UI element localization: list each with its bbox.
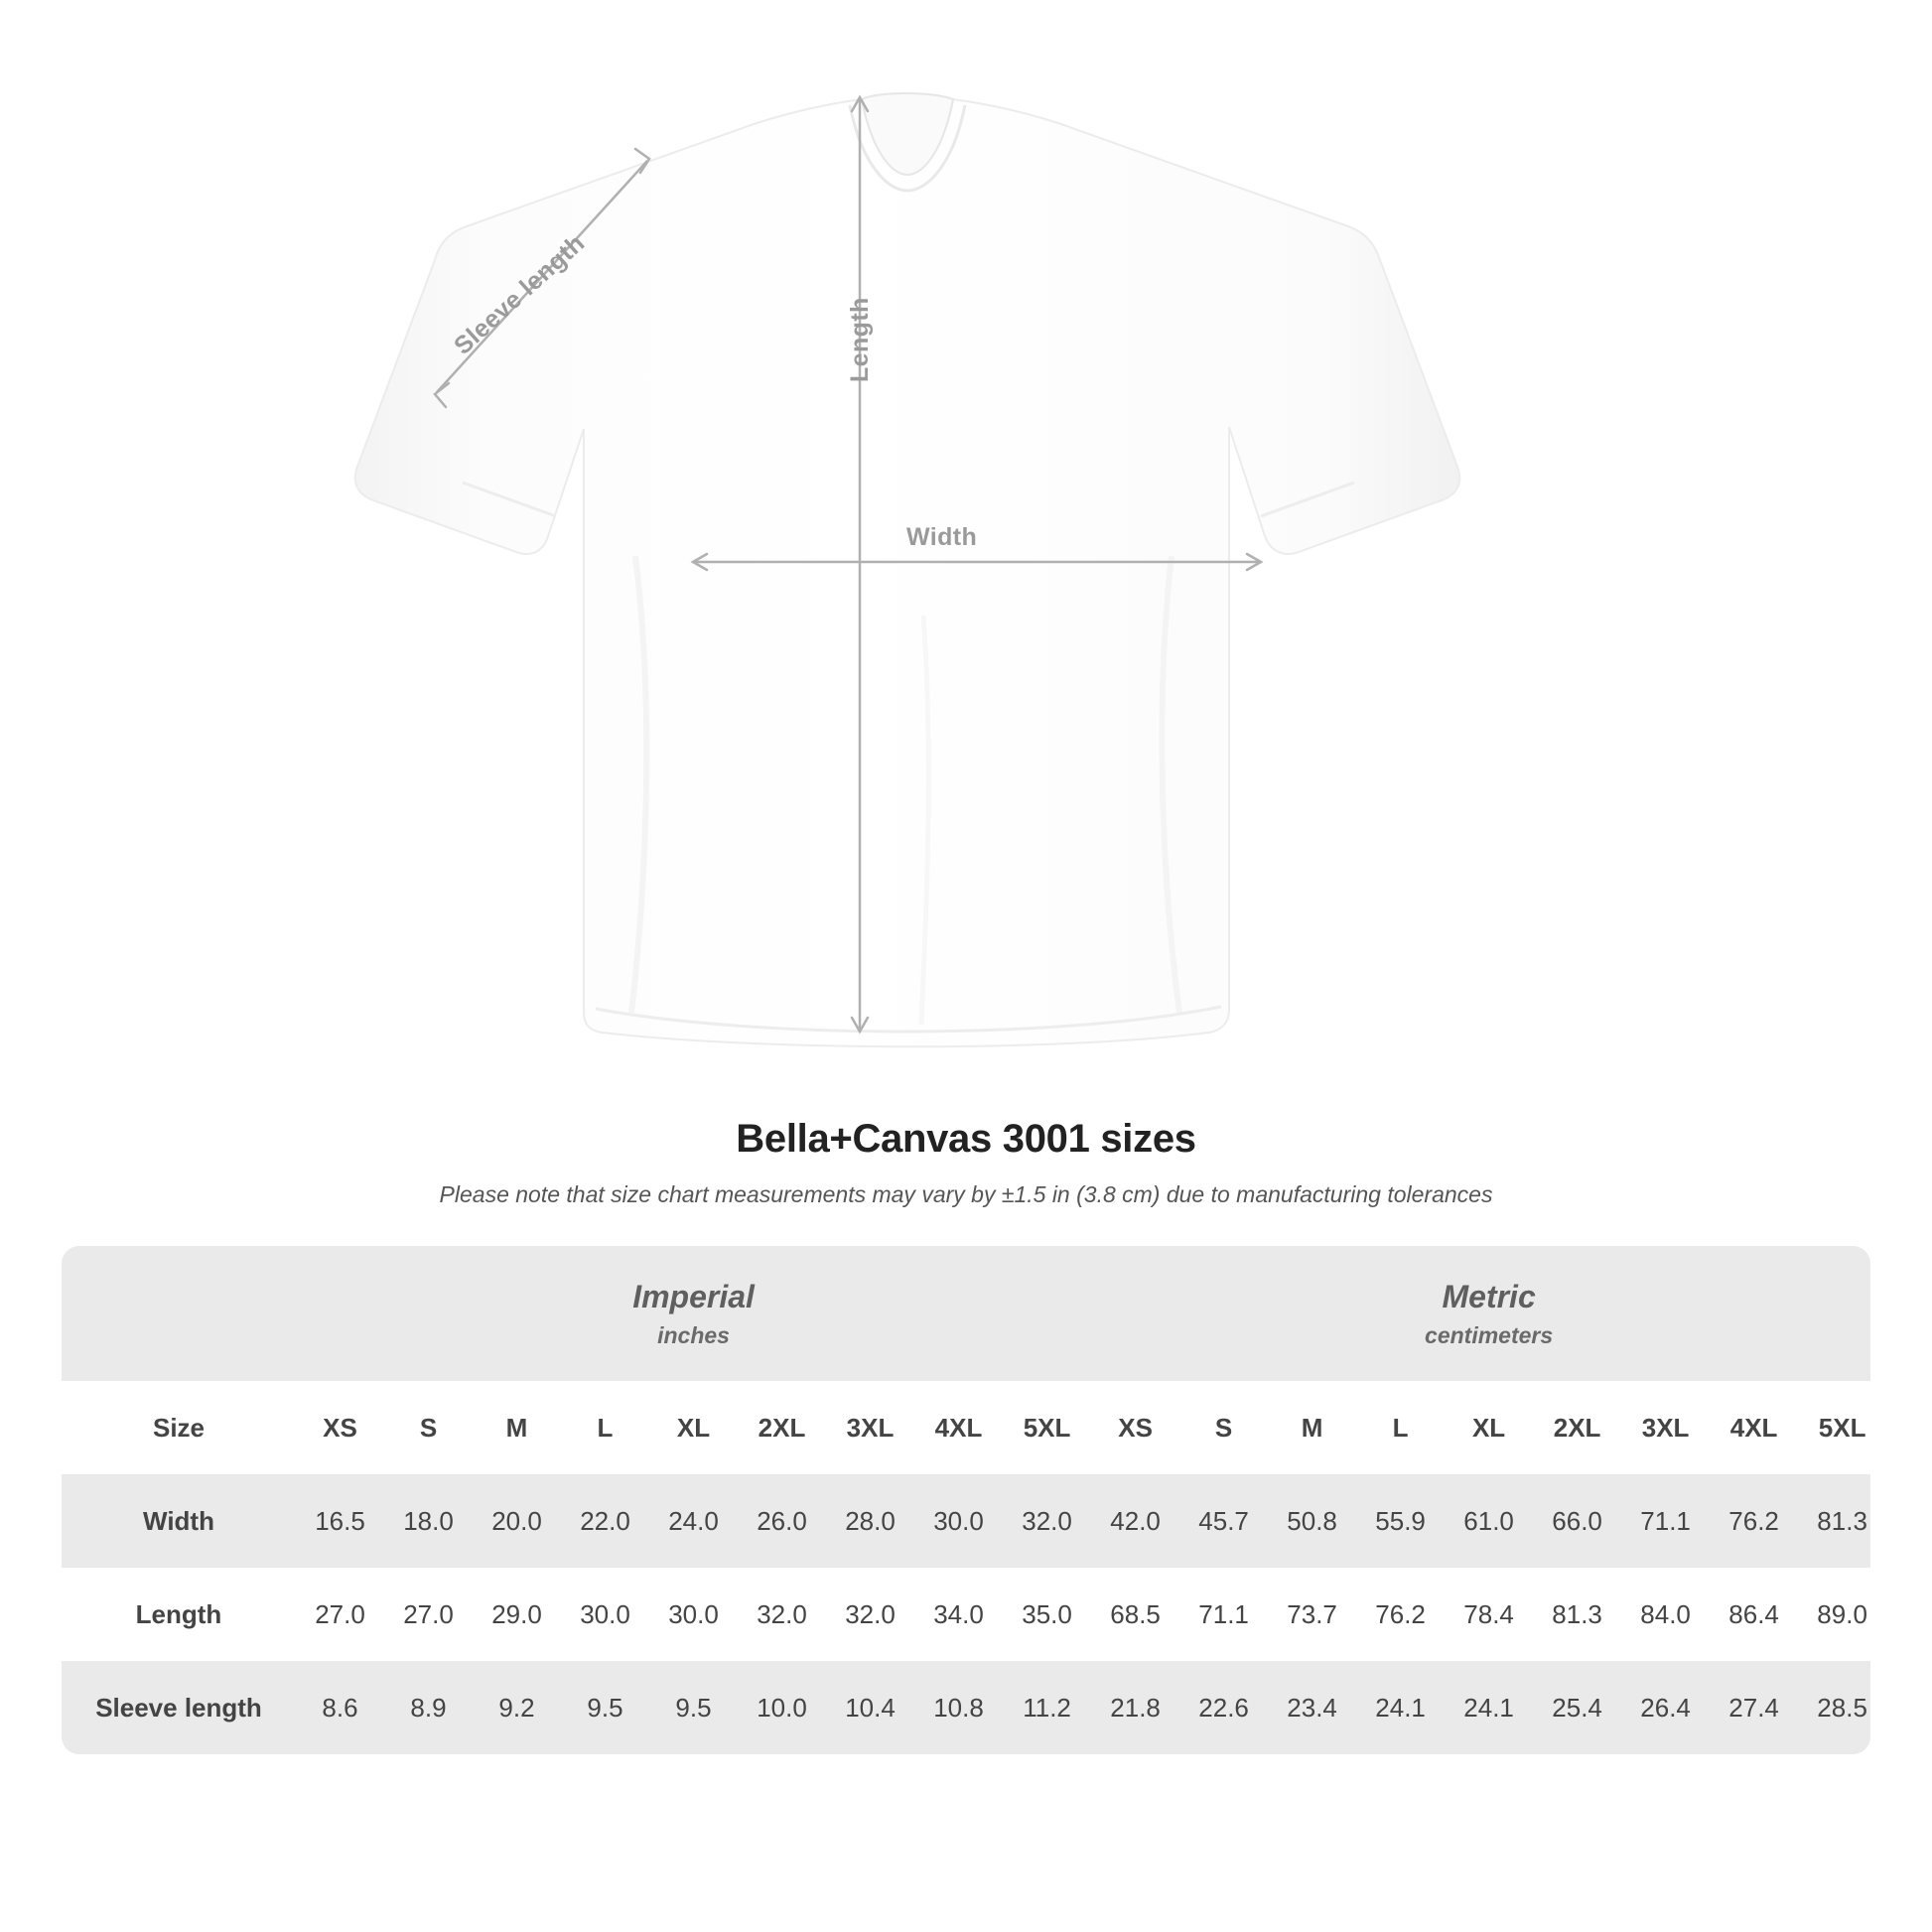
chart-title-block xyxy=(0,1117,1932,1208)
table-cell: 28.5 xyxy=(1798,1661,1870,1754)
table-cell: 71.1 xyxy=(1179,1568,1268,1661)
table-cell: 10.4 xyxy=(826,1661,914,1754)
table-cell: 29.0 xyxy=(473,1568,561,1661)
table-cell: 27.0 xyxy=(296,1568,384,1661)
table-row xyxy=(62,1661,1870,1754)
unit-sub-metric: centimeters xyxy=(1425,1321,1554,1348)
unit-name-metric: Metric xyxy=(1442,1279,1536,1315)
size-header-cell: XL xyxy=(649,1381,738,1474)
page-title: Bella+Canvas 3001 sizes xyxy=(736,1117,1196,1161)
table-cell: 35.0 xyxy=(1003,1568,1091,1661)
table-row xyxy=(62,1474,1870,1568)
table-cell: 32.0 xyxy=(1003,1474,1091,1568)
table-cell: 8.6 xyxy=(296,1661,384,1754)
size-header-cell: XS xyxy=(1091,1381,1179,1474)
table-cell: 71.1 xyxy=(1621,1474,1710,1568)
table-cell: 50.8 xyxy=(1268,1474,1356,1568)
table-cell: 81.3 xyxy=(1533,1568,1621,1661)
table-cell: 55.9 xyxy=(1356,1474,1445,1568)
size-header-cell: 5XL xyxy=(1003,1381,1091,1474)
size-table xyxy=(62,1246,1870,1754)
row-label-length: Length xyxy=(62,1568,296,1661)
table-cell: 34.0 xyxy=(914,1568,1003,1661)
size-header-cell: 3XL xyxy=(826,1381,914,1474)
table-cell: 66.0 xyxy=(1533,1474,1621,1568)
size-header-cell: S xyxy=(384,1381,473,1474)
table-cell: 81.3 xyxy=(1798,1474,1870,1568)
size-header-cell: M xyxy=(473,1381,561,1474)
table-cell: 8.9 xyxy=(384,1661,473,1754)
size-header-cell: S xyxy=(1179,1381,1268,1474)
size-header-cell: L xyxy=(561,1381,649,1474)
table-cell: 25.4 xyxy=(1533,1661,1621,1754)
table-cell: 30.0 xyxy=(561,1568,649,1661)
row-label-width: Width xyxy=(62,1474,296,1568)
table-cell: 68.5 xyxy=(1091,1568,1179,1661)
size-header-cell: 4XL xyxy=(1710,1381,1798,1474)
size-table-container xyxy=(62,1246,1870,1754)
table-cell: 26.0 xyxy=(738,1474,826,1568)
table-cell: 10.8 xyxy=(914,1661,1003,1754)
table-cell: 45.7 xyxy=(1179,1474,1268,1568)
size-header-cell: 5XL xyxy=(1798,1381,1870,1474)
unit-sub-imperial: inches xyxy=(657,1321,730,1348)
table-cell: 84.0 xyxy=(1621,1568,1710,1661)
table-cell: 24.1 xyxy=(1356,1661,1445,1754)
table-cell: 73.7 xyxy=(1268,1568,1356,1661)
table-cell: 20.0 xyxy=(473,1474,561,1568)
tshirt-shape xyxy=(355,93,1460,1046)
size-header-cell: L xyxy=(1356,1381,1445,1474)
table-cell: 30.0 xyxy=(649,1568,738,1661)
tolerance-note: Please note that size chart measurements may vary by ±1.5 in (3.8 cm) due to manufacturing tolerances xyxy=(439,1181,1493,1207)
table-cell: 9.5 xyxy=(561,1661,649,1754)
table-cell: 89.0 xyxy=(1798,1568,1870,1661)
table-cell: 78.4 xyxy=(1445,1568,1533,1661)
unit-header-imperial xyxy=(296,1246,1091,1381)
size-header-row xyxy=(62,1381,1870,1474)
table-cell: 9.5 xyxy=(649,1661,738,1754)
size-header-cell: 2XL xyxy=(1533,1381,1621,1474)
table-cell: 26.4 xyxy=(1621,1661,1710,1754)
length-dimension-label: Length xyxy=(846,297,874,382)
size-header-cell: M xyxy=(1268,1381,1356,1474)
table-cell: 30.0 xyxy=(914,1474,1003,1568)
table-cell: 27.4 xyxy=(1710,1661,1798,1754)
table-row xyxy=(62,1568,1870,1661)
unit-header-metric xyxy=(1091,1246,1870,1381)
table-cell: 21.8 xyxy=(1091,1661,1179,1754)
size-header-cell: 3XL xyxy=(1621,1381,1710,1474)
width-dimension-label: Width xyxy=(906,523,978,551)
table-cell: 24.1 xyxy=(1445,1661,1533,1754)
table-cell: 27.0 xyxy=(384,1568,473,1661)
table-cell: 32.0 xyxy=(826,1568,914,1661)
unit-header-row xyxy=(62,1246,1870,1381)
unit-header-spacer xyxy=(62,1246,296,1381)
table-cell: 23.4 xyxy=(1268,1661,1356,1754)
table-cell: 28.0 xyxy=(826,1474,914,1568)
table-cell: 11.2 xyxy=(1003,1661,1091,1754)
table-cell: 16.5 xyxy=(296,1474,384,1568)
size-header-label: Size xyxy=(62,1381,296,1474)
unit-name-imperial: Imperial xyxy=(632,1279,755,1315)
table-cell: 24.0 xyxy=(649,1474,738,1568)
table-cell: 22.0 xyxy=(561,1474,649,1568)
size-header-cell: 4XL xyxy=(914,1381,1003,1474)
size-header-cell: XL xyxy=(1445,1381,1533,1474)
sleeve-length-dimension-label: Sleeve length xyxy=(449,228,591,360)
table-cell: 76.2 xyxy=(1356,1568,1445,1661)
table-cell: 61.0 xyxy=(1445,1474,1533,1568)
table-cell: 10.0 xyxy=(738,1661,826,1754)
table-cell: 22.6 xyxy=(1179,1661,1268,1754)
table-cell: 76.2 xyxy=(1710,1474,1798,1568)
table-cell: 86.4 xyxy=(1710,1568,1798,1661)
table-cell: 32.0 xyxy=(738,1568,826,1661)
table-cell: 9.2 xyxy=(473,1661,561,1754)
table-cell: 18.0 xyxy=(384,1474,473,1568)
table-cell: 42.0 xyxy=(1091,1474,1179,1568)
size-header-cell: XS xyxy=(296,1381,384,1474)
size-header-cell: 2XL xyxy=(738,1381,826,1474)
row-label-sleeve-length: Sleeve length xyxy=(62,1661,296,1754)
